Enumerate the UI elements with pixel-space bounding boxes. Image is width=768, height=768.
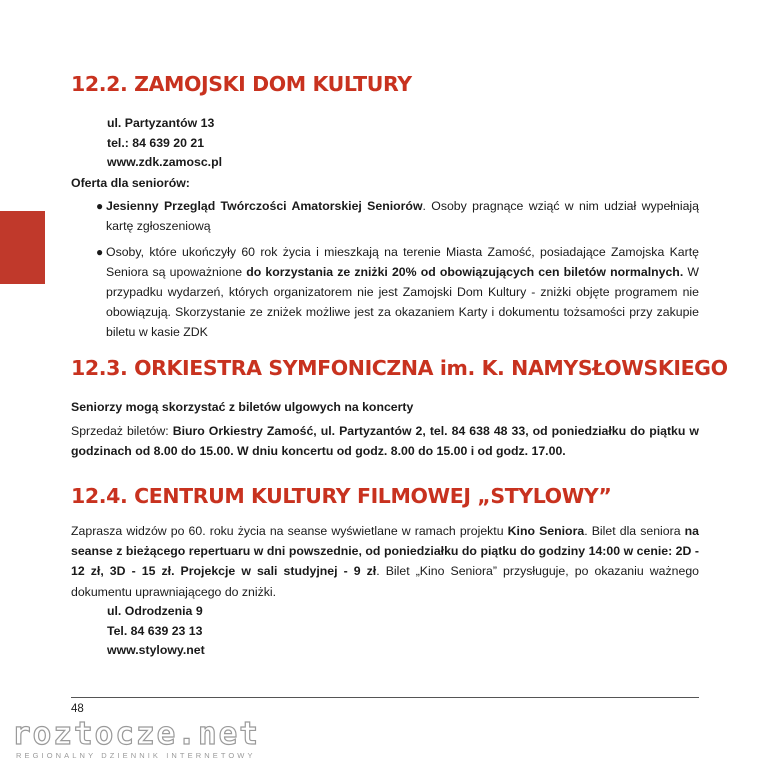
bullet2-text-start: Osoby, które ukończyły 60 rok życia i mieszkają na terenie Miasta Zamość, posiadające Zamojska Kartę Seniora są upoważnione (106, 245, 699, 279)
orchestra-sales-label: Sprzedaż biletów: (71, 424, 173, 438)
heading-cinema: 12.4. CENTRUM KULTURY FILMOWEJ „STYLOWY” (71, 484, 612, 508)
zdk-website: www.zdk.zamosc.pl (107, 155, 223, 170)
bullet2-bold: do korzystania ze zniżki 20% od obowiązujących cen biletów normalnych. (246, 265, 684, 279)
bullet1-text: . Osoby pragnące wziąć w nim udział wypełniają kartę zgłoszeniową (106, 199, 699, 233)
footer-divider (71, 697, 699, 698)
bullet-icon: ● (96, 245, 104, 259)
roztocze-logo (12, 718, 260, 760)
cinema-text-end: . Bilet „Kino Seniora” przysługuje, po okazaniu ważnego dokumentu uprawniającego do zniżki. (71, 564, 699, 599)
cinema-website: www.stylowy.net (107, 643, 205, 658)
cinema-street: ul. Odrodzenia 9 (107, 604, 203, 618)
logo-text: roztocze.net (12, 716, 260, 752)
zdk-offer-label: Oferta dla seniorów: (71, 176, 190, 190)
list-item (71, 242, 699, 342)
bullet-icon: ● (96, 199, 104, 213)
heading-zdk: 12.2. ZAMOJSKI DOM KULTURY (71, 72, 412, 96)
zdk-street: ul. Partyzantów 13 (107, 116, 215, 130)
bullet2-text-end: W przypadku wydarzeń, których organizatorem nie jest Zamojski Dom Kultury - zniżki objęte programem nie obowiązują. Skorzystanie ze zniżek możliwe jest za okazaniem Karty i dokumentu tożsamości przy zakupie biletu w kasie ZDK (106, 265, 699, 339)
list-item (71, 196, 699, 236)
cinema-paragraph (71, 521, 699, 602)
cinema-pricing: na seanse z bieżącego repertuaru w dni powszednie, od poniedziałku do piątku do godziny 14:00 w cenie: 2D - 12 zł, 3D - 15 zł. Projekcje w sali studyjnej - 9 zł (71, 524, 700, 579)
orchestra-sales-details: Biuro Orkiestry Zamość, ul. Partyzantów 2, tel. 84 638 48 33, od poniedziałku do piątku w godzinach od 8.00 do 15.00. W dniu koncertu od godz. 8.00 do 15.00 i od godz. 17.00. (71, 424, 699, 459)
cinema-text-start: Zaprasza widzów po 60. roku życia na seanse wyświetlane w ramach projektu (71, 524, 508, 538)
orchestra-sales-paragraph (71, 421, 699, 461)
section-side-tab (0, 211, 45, 284)
logo-subtitle: REGIONALNY DZIENNIK INTERNETOWY (16, 751, 256, 760)
heading-orchestra: 12.3. ORKIESTRA SYMFONICZNA im. K. NAMYSŁOWSKIEGO (71, 356, 728, 380)
cinema-address (107, 602, 205, 661)
orchestra-subheading: Seniorzy mogą skorzystać z biletów ulgowych na koncerty (71, 400, 414, 414)
zdk-offer-list (71, 196, 699, 348)
cinema-project-name: Kino Seniora (507, 524, 585, 538)
zdk-phone: tel.: 84 639 20 21 (107, 135, 205, 150)
cinema-text-mid: . Bilet dla seniora (584, 524, 685, 538)
bullet1-bold: Jesienny Przegląd Twórczości Amatorskiej Seniorów (106, 199, 423, 213)
cinema-phone: Tel. 84 639 23 13 (107, 623, 203, 638)
zdk-address (107, 114, 222, 173)
page-number: 48 (71, 703, 84, 715)
